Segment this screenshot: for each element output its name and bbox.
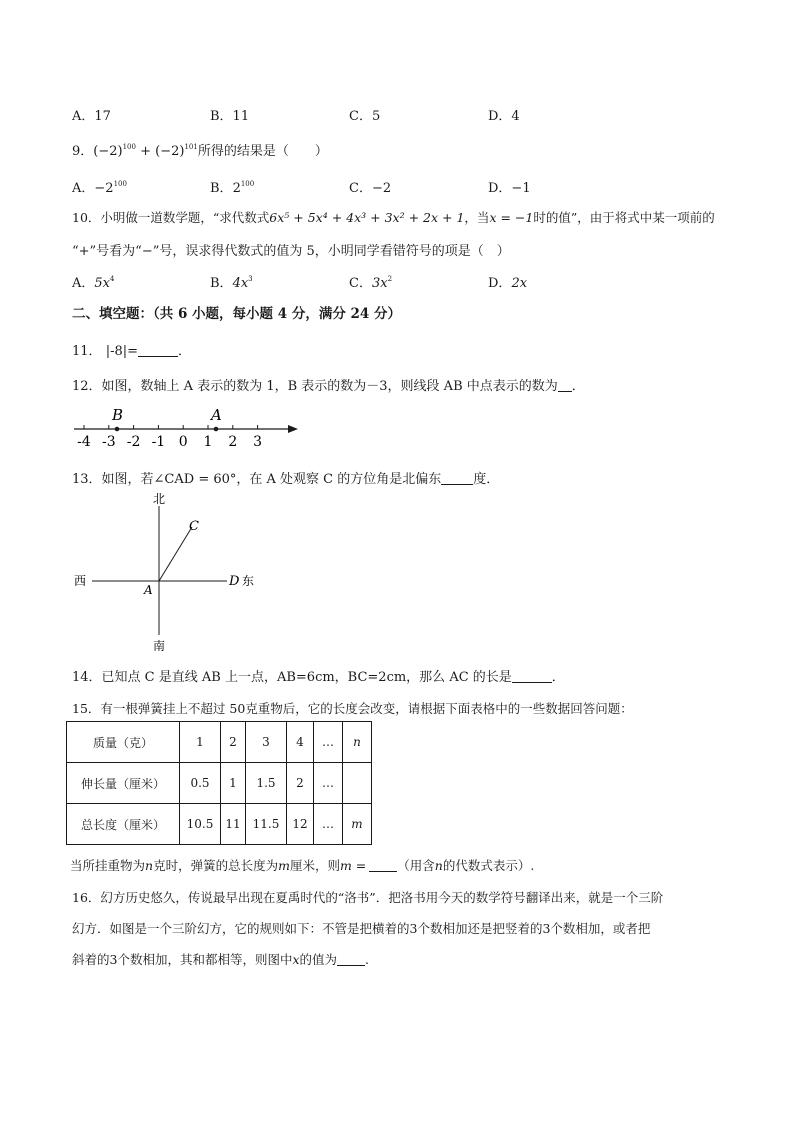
q16-text-c: . [365,952,370,967]
q9-option-a-label: A． [72,181,95,196]
q10-option-c-term: 3x [371,276,388,291]
table-cell: 3 [246,722,287,763]
q9-exp-2: 101 [184,143,198,151]
number-line-arrow [288,425,298,433]
table-cell: 4 [287,722,314,763]
table-cell: … [314,804,343,845]
table-cell: 11.5 [246,804,287,845]
q10-option-c [349,272,392,291]
q11-expression: |-8|= [105,344,139,359]
q14-text: 14．已知点 C 是直线 AB 上一点，AB=6cm，BC=2cm，那么 AC 的长是 [72,670,512,685]
q10-option-c-label: C． [349,276,372,291]
number-line-tick-label: -3 [101,434,116,450]
ray-ac [159,527,192,581]
q9-plus: + [135,144,156,159]
section-2-title: 二、填空题：（共 6 小题，每小题 4 分，满分 24 分） [72,306,402,322]
point-a-dot [214,427,219,432]
table-cell: 质量（克） [67,722,180,763]
direction-figure [70,492,270,654]
q9-base-1: (−2) [93,144,123,159]
table-cell: 2 [287,763,314,804]
q15-var-n2: n [434,858,443,873]
q9-option-b [210,177,254,196]
table-cell: m [343,804,372,845]
q16-line-3 [72,950,369,968]
q10-stem-line-2: “+”号看为“−”号，误求得代数式的值为 5，小明同学看错符号的项是（ ） [72,244,510,259]
q10-option-d-term: 2x [511,276,528,291]
q12-end: ． [571,379,585,394]
q9-number: 9． [72,144,94,159]
q10-option-a [72,272,114,291]
q14-end: ． [551,670,565,685]
south-label: 南 [153,639,166,653]
q15-text-b: 克时，弹簧的总长度为 [153,858,279,873]
q16-text-b: 的值为 [299,952,338,967]
q10-option-b [210,272,253,291]
q10-option-a-term: 5x [94,276,110,291]
point-b-label: B [112,406,124,424]
table-cell: 1.5 [246,763,287,804]
q12-text: 12．如图，数轴上 A 表示的数为 1，B 表示的数为－3，则线段 AB 中点表示的数为 [72,379,558,394]
q16-line-1: 16．幻方历史悠久，传说最早出现在夏禹时代的“洛书”．把洛书用今天的数学符号翻译出来，就是一个三阶 [72,890,664,905]
q9-option-b-label: B． [210,181,233,196]
q10-option-a-exp: 4 [110,275,115,283]
q12-answer-blank[interactable] [558,379,572,392]
q10-option-b-exp: 3 [248,275,253,283]
q15-question [70,856,534,874]
q11-number: 11． [72,344,102,359]
q8-option-c: C．5 [349,109,381,124]
north-label: 北 [153,492,166,506]
q15-text-e: （用含 [397,858,435,873]
q10-text-a: 10．小明做一道数学题，“求代数式 [72,210,270,225]
table-cell: … [314,722,343,763]
table-row [67,804,372,845]
q8-option-b: B．11 [210,109,250,124]
q15-data-table [66,721,372,845]
q9-option-a [72,177,127,196]
q13-text-b: 度． [473,472,500,487]
q9-text: 所得的结果是（ ） [197,144,328,159]
q10-text-c: 时的值”，由于将式中某一项前的 [533,210,715,225]
q16-line-2: 幻方．如图是一个三阶幻方，它的规则如下：不管是把横着的3个数相加还是把竖着的3个数相加，或者把 [72,921,651,936]
number-line-tick-label: 0 [178,434,188,450]
point-d-label: D [229,574,240,589]
q9-exp-1: 100 [122,143,136,151]
q15-var-n: n [145,858,154,873]
q11-end: ． [178,344,192,359]
table-cell: … [314,763,343,804]
q15-text-a: 当所挂重物为 [70,858,146,873]
q11-stem [72,340,191,359]
q14-answer-blank[interactable] [512,670,552,683]
number-line-figure [70,400,310,450]
q8-option-a: A．17 [72,109,111,124]
q9-option-b-base: 2 [232,181,241,196]
number-line-tick-label: -2 [126,434,141,450]
number-line-tick-label: -4 [77,434,91,450]
q15-text-d: = [351,858,367,873]
point-b-dot [115,427,120,432]
q13-text-a: 13．如图，若∠CAD = 60°，在 A 处观察 C 的方位角是北偏东 [72,472,442,487]
table-row [67,722,372,763]
q8-option-d: D．4 [488,109,520,124]
table-cell [343,763,372,804]
q15-stem: 15．有一根弹簧挂上不超过 50克重物后，它的长度会改变，请根据下面表格中的一些数据回答问题： [72,701,633,716]
west-label: 西 [74,574,87,588]
table-row [67,763,372,804]
table-cell: 1 [221,763,246,804]
q10-condition: x = −1 [489,210,534,225]
q12-stem [72,375,585,394]
east-label: 东 [242,574,255,588]
q14-stem [72,666,565,685]
number-line-tick-label: 3 [253,434,263,450]
q11-answer-blank[interactable] [138,344,178,357]
q9-option-d: D．−1 [488,181,531,196]
number-line-tick-label: -1 [151,434,166,450]
q9-option-a-base: −2 [94,181,114,196]
q9-base-2: (−2) [155,144,185,159]
q9-option-a-exp: 100 [113,180,127,188]
q15-answer-blank[interactable] [369,859,397,872]
q9-option-c: C．−2 [349,181,392,196]
table-cell: 2 [221,722,246,763]
table-cell: 总长度（厘米） [67,804,180,845]
q10-option-c-exp: 2 [387,275,393,283]
table-cell: 10.5 [180,804,221,845]
q10-option-b-term: 4x [232,276,249,291]
q16-text-a: 斜着的3个数相加，其和都相等，则图中 [72,952,293,967]
q15-var-m2: m [339,858,352,873]
q10-stem-line-1 [72,208,715,226]
table-cell: 1 [180,722,221,763]
q10-option-d [488,272,527,291]
table-cell: 伸长量（厘米） [67,763,180,804]
point-a-label-13: A [144,583,153,597]
q10-option-a-label: A． [72,276,95,291]
point-c-label: C [189,519,199,534]
q15-text-c: 厘米，则 [289,858,340,873]
number-line-tick-label: 1 [203,434,213,450]
table-cell: 11 [221,804,246,845]
q15-text-f: 的代数式表示）. [442,858,535,873]
table-cell: 12 [287,804,314,845]
q10-expression: 6x⁵ + 5x⁴ + 4x³ + 3x² + 2x + 1 [269,210,465,225]
q9-option-b-exp: 100 [240,180,255,188]
q15-var-m: m [278,858,290,873]
q10-option-b-label: B． [210,276,233,291]
q16-var-x: x [292,952,300,967]
table-cell: 0.5 [180,763,221,804]
point-a-label: A [211,406,222,424]
q10-option-d-label: D． [488,276,512,291]
q13-stem [72,468,499,487]
q10-text-b: ，当 [464,210,490,225]
q16-answer-blank[interactable] [337,953,365,966]
q9-stem [72,140,328,159]
table-cell: n [343,722,372,763]
q13-answer-blank[interactable] [441,472,473,485]
number-line-tick-label: 2 [228,434,238,450]
